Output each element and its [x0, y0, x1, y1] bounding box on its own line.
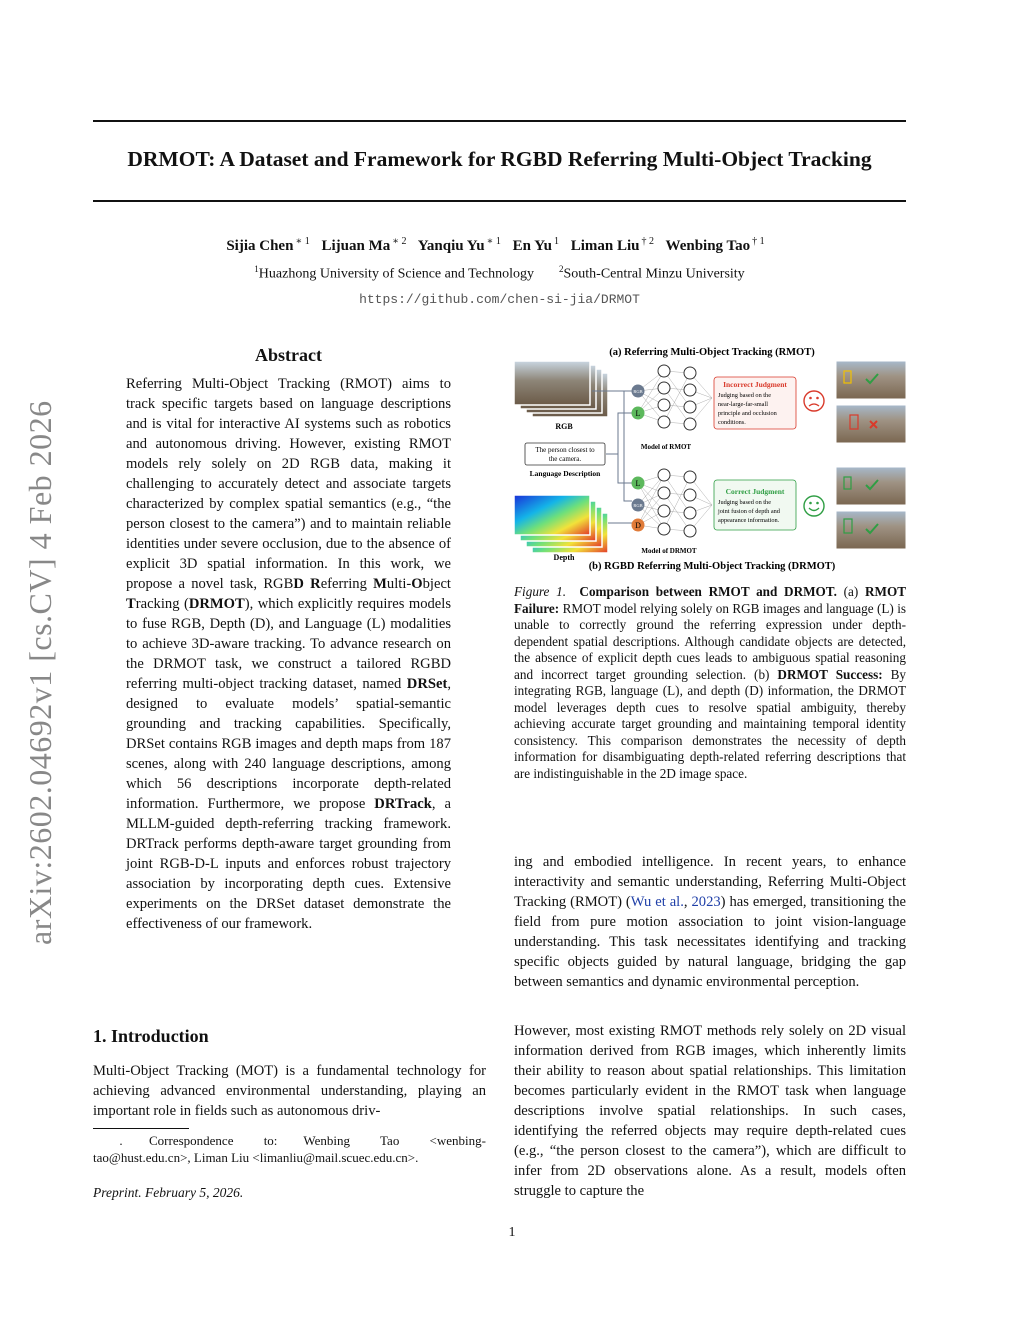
caption-b-mark: (b) [754, 666, 778, 682]
title-bottom-rule [93, 200, 906, 202]
author-name: Liman Liu [570, 238, 640, 254]
incorrect-line-1: Judging based on the [718, 392, 771, 399]
author-marks: ∗ 1 [486, 236, 501, 247]
affiliation-mark: 2 [558, 264, 564, 274]
intro-text-1b: ) has emerged, transitioning the field from pure motion association to joint vision-language understanding. This task necessitates identifying and tracking specific objects guided by natural language, bridging the gap between semantics and dynamic environmental perception. [514, 894, 906, 990]
correct-line-3: appearance information. [718, 517, 780, 524]
drmot-network [635, 469, 712, 537]
sad-face-icon [804, 391, 824, 411]
abstract-text-2: ), which explicitly requires models to fuse RGB, Depth (D), and Language (L) modalities to achieve 3D-aware tracking. To advance research on the DRMOT task, we construct a tailored RGBD referring multi-object tracking dataset, named [126, 596, 451, 692]
figure-1-caption [514, 584, 906, 782]
incorrect-line-3: principle and occlusion [718, 410, 777, 417]
model-drmot-label: Model of DRMOT [641, 547, 697, 555]
task-letter-d: D [293, 576, 304, 592]
author-marks: † 1 [752, 236, 765, 247]
author-marks: 1 [554, 236, 559, 247]
rmot-result-frames [836, 361, 906, 443]
figure-1-diagram [514, 343, 908, 575]
task-word-racking: racking ( [135, 596, 189, 612]
query-line-2: the camera. [548, 455, 582, 463]
task-letter-o: O [411, 576, 423, 592]
abstract-body [126, 374, 451, 934]
project-url-link[interactable]: https://github.com/chen-si-jia/DRMOT [359, 292, 640, 307]
author-name: Yanqiu Yu [417, 238, 485, 254]
task-abbreviation: DRMOT [188, 596, 245, 612]
caption-title: Comparison between RMOT and DRMOT. [579, 584, 837, 599]
incorrect-judgment-title: Incorrect Judgment [723, 380, 787, 389]
author-name: Lijuan Ma [321, 238, 391, 254]
author-name: En Yu [512, 238, 552, 254]
affiliation-mark: 1 [254, 264, 259, 274]
author-name: Sijia Chen [226, 238, 294, 254]
author-marks: ∗ 1 [295, 236, 310, 247]
correct-judgment-title: Correct Judgment [725, 487, 785, 496]
depth-frame-stack [514, 495, 608, 553]
caption-a-mark: (a) [843, 584, 865, 599]
rgb-frame-stack [514, 361, 608, 417]
language-description-label: Language Description [529, 469, 601, 478]
rmot-rgb-node-label: RGB [633, 389, 643, 394]
caption-label: Figure 1. [514, 584, 566, 599]
title-top-rule [93, 120, 906, 122]
footnote-text: Wenbing Tao <wenbing-tao@hust.edu.cn>, Liman Liu <limanliu@mail.scuec.edu.cn>. [93, 1133, 486, 1165]
dataset-name: DRSet [406, 676, 448, 692]
footnote-rule [93, 1128, 189, 1129]
figure-1 [514, 343, 908, 575]
abstract-text-1: Referring Multi-Object Tracking (RMOT) aims to track specific targets based on language descriptions and is vital for interactive AI systems such as robotics and autonomous driving. However, existing RMOT models rely solely on 2D RGB data, making it challenging to accurately detect and associate targets characterized by complex spatial semantics (e.g., “the person closest to the camera”) and to maintain reliable identities under severe occlusion, due to the absence of explicit 3D spatial information. In this work, we propose a novel task, RGB [126, 376, 451, 592]
introduction-right-paragraph-1 [514, 852, 906, 992]
rmot-network [635, 365, 712, 430]
author-marks: ∗ 2 [392, 236, 407, 247]
task-letter-r: R [310, 576, 321, 592]
drmot-l-node-label: L [635, 479, 641, 488]
framework-name: DRTrack [374, 796, 432, 812]
affiliation-name: Huazhong University of Science and Technology [258, 266, 534, 282]
task-word-eferring: eferring [320, 576, 374, 592]
figure-title-a: (a) Referring Multi-Object Tracking (RMOT) [609, 347, 815, 358]
citation-separator: , [683, 894, 692, 910]
figure-title-b: (b) RGBD Referring Multi-Object Tracking (DRMOT) [588, 561, 836, 572]
correct-line-2: joint fusion of depth and [718, 508, 780, 515]
depth-label: Depth [553, 553, 575, 562]
caption-b-bold: DRMOT Success: [777, 666, 883, 682]
abstract-heading: Abstract [255, 345, 322, 365]
author-list [93, 236, 906, 255]
caption-a-text: RMOT model relying solely on RGB images and language (L) is unable to correctly ground the referring expression under depth-dependent spatial descriptions. Although candidate objects are detected, the absence of explicit depth cues leads to ambiguous spatial reasoning and incorrect target grounding selection. [514, 600, 906, 682]
task-word-ulti: ulti- [386, 576, 412, 592]
happy-face-icon [804, 496, 824, 516]
rgb-label: RGB [555, 422, 573, 431]
drmot-result-frames [836, 467, 906, 549]
query-line-1: The person closest to [535, 446, 595, 454]
footnote-dot: . [119, 1133, 123, 1148]
task-letter-t: T [126, 596, 136, 612]
abstract-text-4: , a MLLM-guided depth-referring tracking framework. DRTrack performs depth-aware target grounding from joint RGB-D-L inputs and enforces robust trajectory association by incorporating depth cues. Extensive experiments on the DRSet dataset demonstrate the effectiveness of our framework. [126, 796, 451, 932]
affiliations [93, 264, 906, 283]
introduction-heading: 1. Introduction [93, 1026, 209, 1046]
citation-year-link[interactable]: 2023 [691, 894, 721, 910]
page-number: 1 [508, 1225, 516, 1240]
affiliation-name: South-Central Minzu University [563, 266, 745, 282]
footnote-label: Correspondence to: [149, 1133, 278, 1148]
caption-a-bold: RMOT Failure: [514, 584, 907, 616]
drmot-rgb-node-label: RGB [633, 503, 643, 508]
task-word-bject: bject [422, 576, 451, 592]
citation-author-link[interactable]: Wu et al. [630, 894, 684, 910]
caption-b-text: By integrating RGB, language (L), and depth (D) information, the DRMOT model leverages depth cues to resolve spatial ambiguity, thereby achieving accurate target grounding and maintaining temporal identity consistency. This comparison demonstrates the necessity of depth information for disambiguating depth-related referring descriptions that are indistinguishable in the 2D image space. [514, 666, 906, 781]
author-name: Wenbing Tao [665, 238, 751, 254]
drmot-d-node-label: D [635, 521, 641, 530]
intro-text-1a: ing and embodied intelligence. In recent years, to enhance interactivity and semantic understanding, Referring Multi-Object Tracking (RMOT) ( [514, 854, 906, 910]
author-marks: † 2 [641, 236, 655, 247]
abstract-text-3: , designed to evaluate models’ spatial-semantic grounding and tracking capabilities. Specifically, DRSet contains RGB images and depth maps from 187 scenes, along with 240 language descriptions, among which 56 descriptions incorporate depth-related information. Furthermore, we propose [126, 676, 451, 812]
correct-line-1: Judging based on the [718, 499, 771, 506]
incorrect-line-2: near-large-far-small [718, 401, 768, 408]
incorrect-line-4: conditions. [718, 419, 746, 426]
task-letter-m: M [373, 576, 387, 592]
arxiv-side-label: arXiv:2602.04692v1 [cs.CV] 4 Feb 2026 [22, 400, 58, 945]
rmot-l-node-label: L [635, 409, 641, 418]
introduction-right-paragraph-2: However, most existing RMOT methods rely solely on 2D visual information derived from RGB images, which inherently limits their ability to reason about spatial relationships. This limitation becomes particularly evident in the RMOT task when language descriptions involve spatial relationships. In such cases, identifying the referred objects may require depth-related cues (e.g., “the person closest to the camera”), which are difficult to infer from 2D observations alone. As a result, models often struggle to capture the [514, 1023, 906, 1199]
preprint-date: Preprint. February 5, 2026. [93, 1185, 244, 1200]
introduction-left-text: Multi-Object Tracking (MOT) is a fundamental technology for achieving advanced environmental understanding, playing an important role in fields such as autonomous driv- [93, 1063, 486, 1119]
correspondence-footnote [93, 1132, 486, 1166]
paper-title: DRMOT: A Dataset and Framework for RGBD Referring Multi-Object Tracking [127, 147, 872, 171]
model-rmot-label: Model of RMOT [640, 443, 692, 451]
